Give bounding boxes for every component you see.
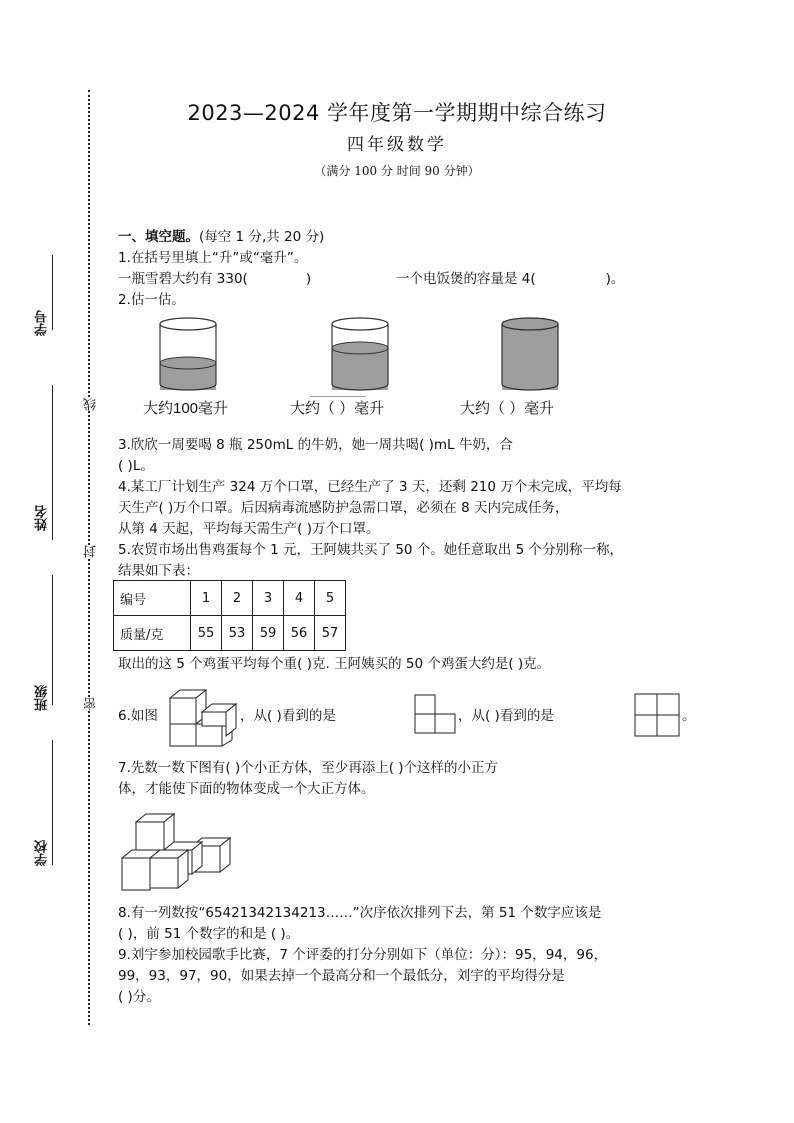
q5-line-2: 结果如下表： (118, 563, 199, 579)
table-cell: 5 (315, 581, 346, 616)
q6-post: 。 (682, 708, 696, 724)
beaker-3-liquid (502, 324, 558, 390)
school-line (52, 740, 53, 865)
q7-line-1: 7.先数一数下图有( )个小正方体，至少再添上( )个这样的小正方 (118, 760, 499, 776)
q6-pre: 6.如图 (118, 708, 158, 724)
table-cell: 3 (253, 581, 284, 616)
table-cell: 4 (284, 581, 315, 616)
beaker-2 (332, 318, 388, 390)
q9-line-1: 9.刘宇参加校园歌手比赛，7 个评委的打分分别如下（单位：分）：95，94，96， (118, 947, 608, 963)
beaker-2-label: 大约（ ）毫升 (290, 400, 385, 417)
q6-mid-1: ，从( )看到的是 (240, 708, 336, 724)
beaker-1 (160, 318, 216, 390)
table-cell: 57 (315, 616, 346, 651)
q6-view-1 (414, 694, 458, 734)
name-line (52, 385, 53, 540)
school-label: 学校 (35, 840, 50, 866)
table-header-weight: 质量/克 (114, 616, 191, 651)
q1-b-post: )。 (605, 271, 625, 287)
q3-line-2: ( )L。 (118, 458, 154, 474)
q9-line-2: 99，93，97，90，如果去掉一个最高分和一个最低分，刘宇的平均得分是 (118, 968, 565, 984)
cut-mark-seal: 封 (84, 545, 99, 558)
q6-mid-2: ，从( )看到的是 (458, 708, 554, 724)
table-cell: 2 (222, 581, 253, 616)
q1-stem: 1.在括号里填上“升”或“毫升”。 (118, 250, 308, 266)
egg-weight-table (113, 580, 346, 651)
table-row (114, 581, 346, 616)
q5-line-1: 5.农贸市场出售鸡蛋每个 1 元，王阿姨共买了 50 个。她任意取出 5 个分别称一称， (118, 542, 623, 558)
table-row (114, 616, 346, 651)
beaker-3 (502, 318, 558, 390)
q6-view-2 (634, 693, 682, 737)
q2-stem: 2.估一估。 (118, 292, 185, 308)
section-title: 一、填空题。 (118, 229, 199, 245)
q1-a-post: ) (305, 271, 312, 287)
cut-mark-secret: 密 (84, 697, 99, 710)
student-id-line (52, 255, 53, 330)
score-info: （满分 100 分 时间 90 分钟） (314, 164, 480, 178)
table-cell: 56 (284, 616, 315, 651)
q5-line-3: 取出的这 5 个鸡蛋平均每个重( )克. 王阿姨买的 50 个鸡蛋大约是( )克。 (118, 656, 551, 672)
beaker-3-label: 大约（ ）毫升 (460, 400, 555, 417)
q1-a-pre: 一瓶雪碧大约有 330( (118, 271, 248, 287)
q1-line-a (118, 269, 311, 290)
class-line (52, 575, 53, 705)
q7-cube-figure (118, 806, 236, 896)
class-label: 班级 (35, 685, 50, 711)
table-cell: 55 (191, 616, 222, 651)
table-header-number: 编号 (114, 581, 191, 616)
q1-line-b (396, 269, 624, 290)
q8-line-2: ( )，前 51 个数字的和是 ( )。 (118, 926, 300, 942)
page-title: 2023—2024 学年度第一学期期中综合练习 (187, 101, 607, 125)
q3-line-1: 3.欣欣一周要喝 8 瓶 250mL 的牛奶，她一周共喝( )mL 牛奶，合 (118, 437, 513, 453)
q4-line-3: 从第 4 天起，平均每天需生产( )万个口罩。 (118, 521, 380, 537)
beakers-figure (150, 312, 620, 397)
beaker-1-liquid-surface (160, 357, 216, 369)
table-cell: 59 (253, 616, 284, 651)
q4-line-2: 天生产( )万个口罩。后因病毒流感防护急需口罩，必须在 8 天内完成任务， (118, 500, 569, 516)
q7-line-2: 体，才能使下面的物体变成一个大正方体。 (118, 781, 375, 797)
q9-line-3: ( )分。 (118, 989, 160, 1005)
table-cell: 1 (191, 581, 222, 616)
beaker-2-liquid-surface (332, 342, 388, 354)
q8-line-1: 8.有一列数按“65421342134213……”次序依次排列下去，第 51 个数字应该是 (118, 905, 602, 921)
page-subtitle: 四年级数学 (347, 135, 447, 155)
section-note: (每空 1 分,共 20 分) (199, 229, 325, 245)
beaker-1-label: 大约100毫升 (143, 400, 229, 417)
table-cell: 53 (222, 616, 253, 651)
name-label: 姓名 (35, 505, 50, 531)
student-id-label: 学号 (35, 310, 50, 336)
q4-line-1: 4.某工厂计划生产 324 万个口罩，已经生产了 3 天，还剩 210 万个未完成，平均每 (118, 479, 622, 495)
q6-cube-figure (166, 688, 238, 748)
q1-b-pre: 一个电饭煲的容量是 4( (396, 271, 536, 287)
section-heading (118, 227, 324, 248)
cut-mark-line: 线 (84, 398, 99, 411)
